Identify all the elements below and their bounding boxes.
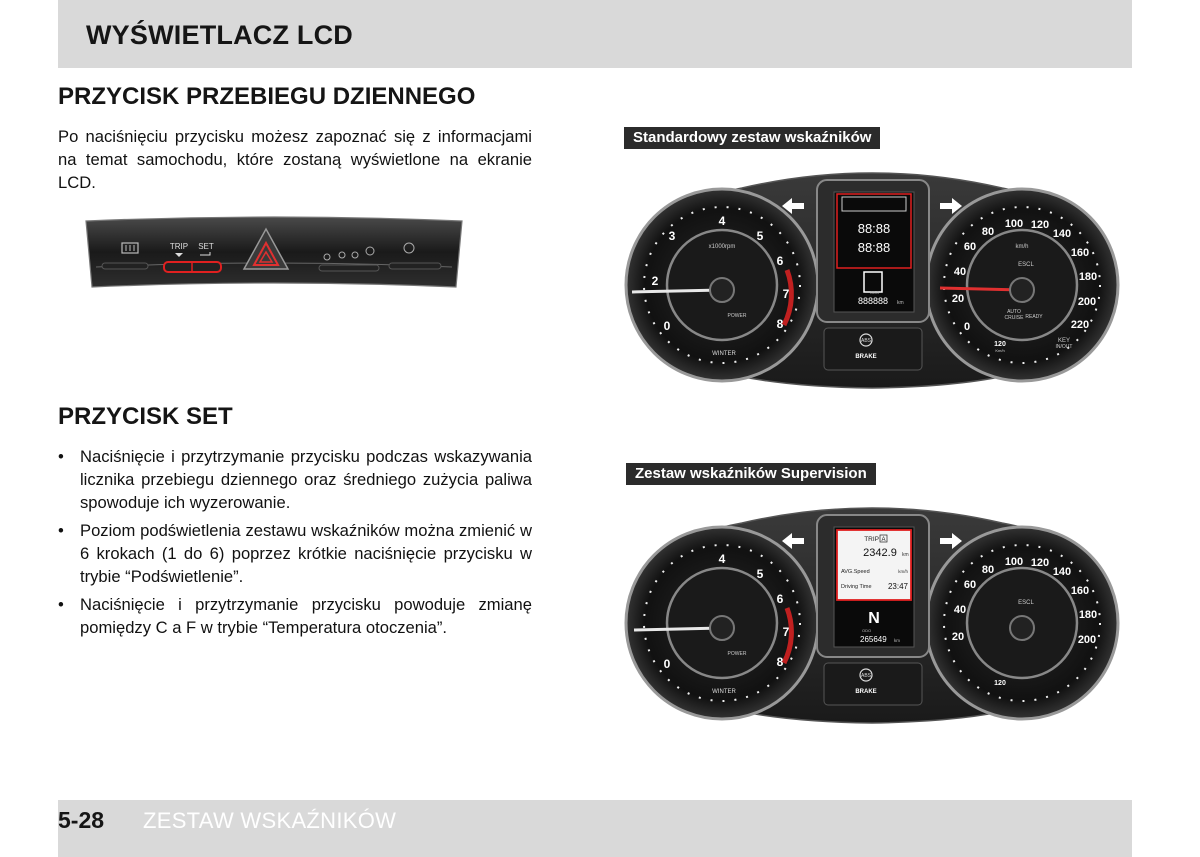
winter-label: WINTER	[712, 689, 736, 695]
cruise-label: CRUISE	[1004, 315, 1024, 321]
rpm-tick: 7	[782, 625, 790, 639]
key-inout-label: IN/OUT	[1055, 344, 1073, 350]
speed-tick: 180	[1078, 271, 1098, 283]
page-title: WYŚWIETLACZ LCD	[86, 20, 353, 50]
brake-label: BRAKE	[855, 354, 877, 360]
list-item	[58, 445, 532, 514]
speed-tick: 20	[951, 293, 965, 305]
tft-trip-mode: A	[881, 537, 886, 543]
rpm-tick: 6	[776, 592, 784, 606]
bullet-text: Naciśnięcie i przytrzymanie przycisku podczas wskazywania licznika przebiegu dziennego oraz średniego zużycia paliwa spowoduje ich wyzerowanie.	[80, 447, 532, 512]
header-bar	[58, 0, 1132, 68]
rpm-needle	[632, 290, 722, 292]
speed-tick: 40	[953, 604, 967, 616]
key-label: KEY	[1057, 338, 1071, 344]
rpm-tick: 5	[756, 567, 764, 581]
rpm-tick: 8	[776, 655, 784, 669]
trip-section-text: Po naciśnięciu przycisku możesz zapoznać się z informacjami na temat samochodu, które zostaną wyświetlone na ekranie LCD.	[58, 127, 532, 192]
speed-tick: 140	[1052, 566, 1072, 578]
trip-button-label: TRIP	[169, 242, 189, 251]
limit-unit: Km/h	[995, 348, 1005, 353]
warning-lamp-panel	[824, 663, 922, 705]
supervision-cluster-label: Zestaw wskaźników Supervision	[626, 463, 876, 485]
tft-odo-label: ODO	[862, 628, 872, 633]
esc-label: ESCL	[1018, 262, 1034, 268]
tft-trip-unit: km	[902, 552, 909, 558]
lcd-digits-1: 88:88	[857, 221, 891, 236]
rpm-tick: 2	[651, 274, 659, 288]
speed-tick: 100	[1004, 218, 1024, 230]
footer-section-name: ZESTAW WSKAŹNIKÓW	[143, 808, 397, 833]
rpm-tick: 0	[663, 319, 671, 333]
standard-cluster-illustration	[622, 170, 1122, 390]
speed-tick: 200	[1077, 634, 1097, 646]
speed-tick: 160	[1070, 585, 1090, 597]
gear-indicator: N	[868, 610, 880, 627]
ready-label: READY	[1025, 314, 1043, 320]
esc-label: ESCL	[1018, 600, 1034, 606]
abs-label: ABS	[860, 338, 872, 344]
speed-tick: 220	[1070, 319, 1090, 331]
tft-odo-unit: km	[894, 638, 900, 643]
bullet-marker: •	[58, 521, 64, 540]
tft-odo-value: 265649	[860, 635, 887, 644]
power-label: POWER	[727, 313, 747, 319]
page-number: 5-28	[58, 807, 105, 833]
supervision-cluster-illustration	[622, 505, 1122, 725]
limit-label: 120	[994, 341, 1006, 348]
lcd-odo-digits: 888888	[858, 296, 889, 306]
speed-unit: km/h	[1015, 244, 1029, 250]
rpm-tick: 8	[776, 317, 784, 331]
brake-label: BRAKE	[855, 689, 877, 695]
rpm-tick: 4	[718, 214, 726, 228]
rpm-unit: x1000rpm	[708, 244, 736, 250]
tft-avg-speed-unit: km/h	[898, 569, 908, 574]
tft-trip-label: TRIP	[864, 536, 879, 543]
rpm-tick: 5	[756, 229, 764, 243]
speed-tick: 60	[963, 579, 977, 591]
footer-bar	[58, 800, 1132, 857]
winter-label: WINTER	[712, 351, 736, 357]
speed-tick: 160	[1070, 247, 1090, 259]
auto-label: AUTO	[1007, 309, 1021, 315]
speed-tick: 40	[953, 266, 967, 278]
rpm-tick: 3	[668, 229, 676, 243]
lcd-digits-2: 88:88	[857, 240, 891, 255]
set-section-heading: PRZYCISK SET	[58, 403, 233, 430]
rpm-tick: 0	[663, 657, 671, 671]
standard-cluster-label: Standardowy zestaw wskaźników	[624, 127, 880, 149]
speed-tick: 200	[1077, 296, 1097, 308]
trip-section-heading: PRZYCISK PRZEBIEGU DZIENNEGO	[58, 83, 476, 110]
far-right-button[interactable]	[389, 263, 441, 269]
speed-tick: 100	[1004, 556, 1024, 568]
tft-driving-time-label: Driving Time	[841, 584, 872, 590]
speed-tick: 140	[1052, 228, 1072, 240]
bullet-text: Poziom podświetlenia zestawu wskaźników można zmienić w 6 krokach (1 do 6) poprzez krótkie naciśnięcie przycisku w trybie “Podświetlenie”.	[80, 521, 532, 586]
speed-tick: 20	[951, 631, 965, 643]
speed-tick: 80	[981, 564, 995, 576]
left-button[interactable]	[102, 263, 148, 269]
rpm-tick: 6	[776, 254, 784, 268]
tft-trip-value: 2342.9	[863, 547, 897, 559]
rpm-tick: 7	[782, 287, 790, 301]
lcd-odo-label: ODO	[870, 290, 880, 295]
list-item	[58, 519, 532, 588]
set-bullet-list	[58, 445, 532, 644]
rpm-tick: 4	[718, 552, 726, 566]
abs-label: ABS	[860, 673, 872, 679]
bullet-marker: •	[58, 595, 64, 614]
warning-lamp-panel	[824, 328, 922, 370]
bullet-text: Naciśnięcie i przytrzymanie przycisku powoduje zmianę pomiędzy C a F w trybie “Temperatura otoczenia”.	[80, 595, 532, 637]
speed-tick: 60	[963, 241, 977, 253]
right-button-strip[interactable]	[319, 265, 379, 271]
tft-driving-time: 23:47	[887, 582, 908, 591]
bullet-marker: •	[58, 447, 64, 466]
speed-tick: 0	[963, 321, 971, 333]
tft-avg-speed-label: AVG.Speed	[841, 569, 870, 575]
power-label: POWER	[727, 651, 747, 657]
speed-tick: 180	[1078, 609, 1098, 621]
button-panel-illustration	[84, 215, 464, 291]
limit-label: 120	[994, 680, 1006, 687]
speed-tick: 80	[981, 226, 995, 238]
lcd-odo-unit: km	[897, 300, 904, 306]
rpm-needle	[634, 628, 722, 630]
speed-tick: 120	[1030, 557, 1050, 569]
speed-tick: 120	[1030, 219, 1050, 231]
list-item	[58, 593, 532, 639]
set-button-label: SET	[198, 242, 214, 251]
